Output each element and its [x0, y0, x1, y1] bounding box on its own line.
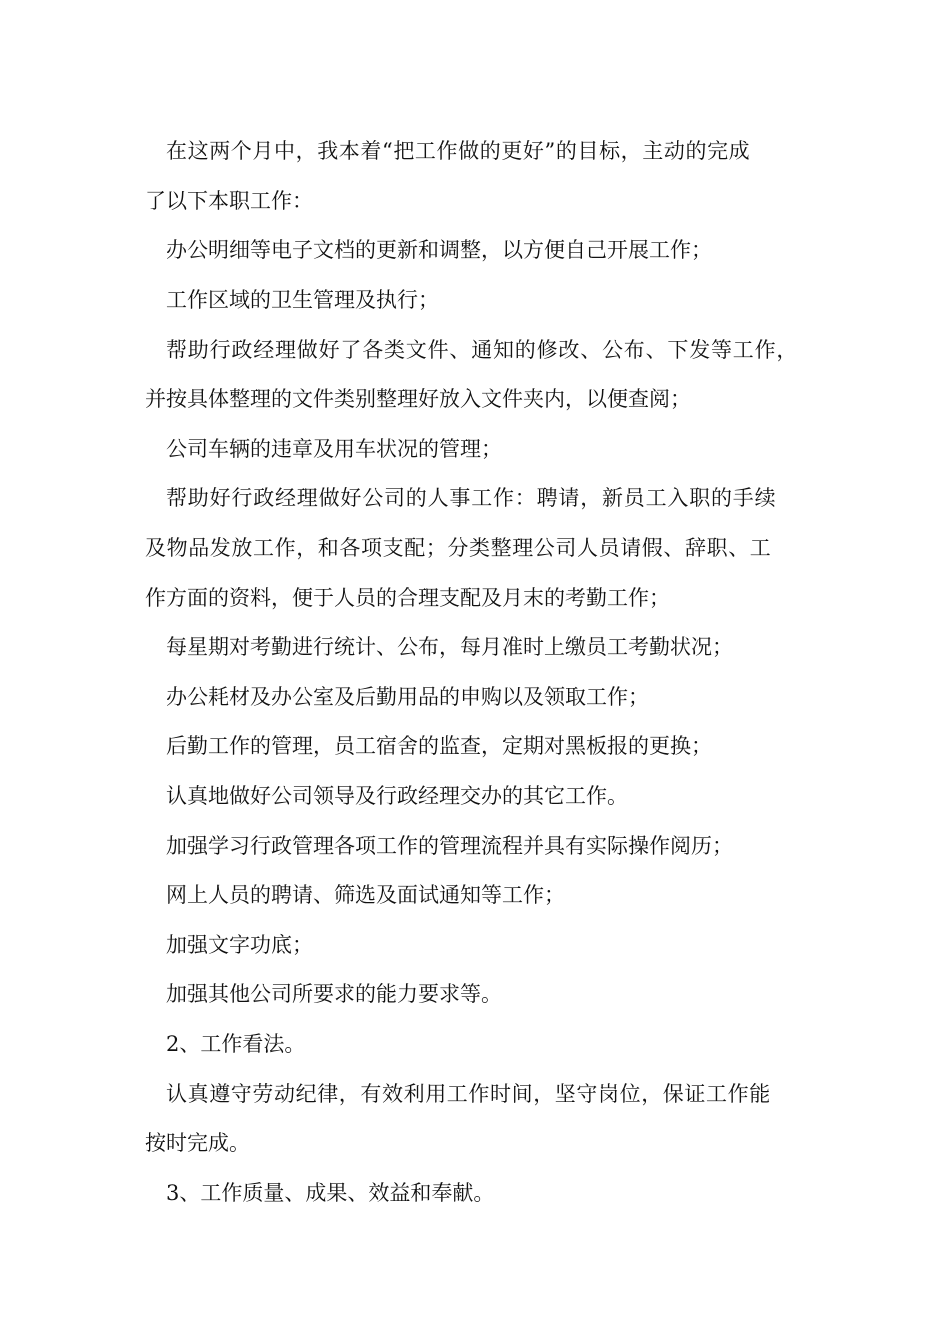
duty-item-vehicles: 公司车辆的违章及用车状况的管理； — [166, 437, 502, 461]
improvement-item-writing: 加强文字功底； — [166, 933, 313, 957]
duty-item-hygiene: 工作区域的卫生管理及执行； — [166, 288, 439, 312]
improvement-item-process: 加强学习行政管理各项工作的管理流程并具有实际操作阅历； — [166, 834, 733, 858]
duty-item-documents: 办公明细等电子文档的更新和调整，以方便自己开展工作； — [166, 238, 712, 262]
duty-item-files-line-2: 并按具体整理的文件类别整理好放入文件夹内，以便查阅； — [145, 387, 691, 411]
duty-item-attendance: 每星期对考勤进行统计、公布，每月准时上缴员工考勤状况； — [166, 635, 733, 659]
section-heading-work-attitude: 2、工作看法。 — [166, 1032, 306, 1056]
section-heading-work-quality: 3、工作质量、成果、效益和奉献。 — [166, 1181, 495, 1205]
attitude-paragraph-line-2: 按时完成。 — [145, 1131, 250, 1155]
duty-item-files-line-1: 帮助行政经理做好了各类文件、通知的修改、公布、下发等工作， — [166, 338, 799, 362]
improvement-item-abilities: 加强其他公司所要求的能力要求等。 — [166, 982, 502, 1006]
duty-item-personnel-line-2: 及物品发放工作，和各项支配；分类整理公司人员请假、辞职、工 — [145, 536, 772, 560]
duty-item-logistics: 后勤工作的管理，员工宿舍的监查，定期对黑板报的更换； — [166, 734, 712, 758]
paragraph-intro-line-1: 在这两个月中，我本着“把工作做的更好”的目标，主动的完成 — [166, 139, 751, 163]
improvement-item-recruiting: 网上人员的聘请、筛选及面试通知等工作； — [166, 883, 565, 907]
duty-item-personnel-line-3: 作方面的资料，便于人员的合理支配及月末的考勤工作； — [145, 586, 670, 610]
duty-item-other-tasks: 认真地做好公司领导及行政经理交办的其它工作。 — [166, 784, 628, 808]
duty-item-personnel-line-1: 帮助好行政经理做好公司的人事工作：聘请，新员工入职的手续 — [166, 486, 777, 510]
paragraph-intro-line-2: 了以下本职工作： — [145, 189, 313, 213]
duty-item-supplies: 办公耗材及办公室及后勤用品的申购以及领取工作； — [166, 685, 649, 709]
attitude-paragraph-line-1: 认真遵守劳动纪律，有效利用工作时间，坚守岗位，保证工作能 — [166, 1082, 771, 1106]
